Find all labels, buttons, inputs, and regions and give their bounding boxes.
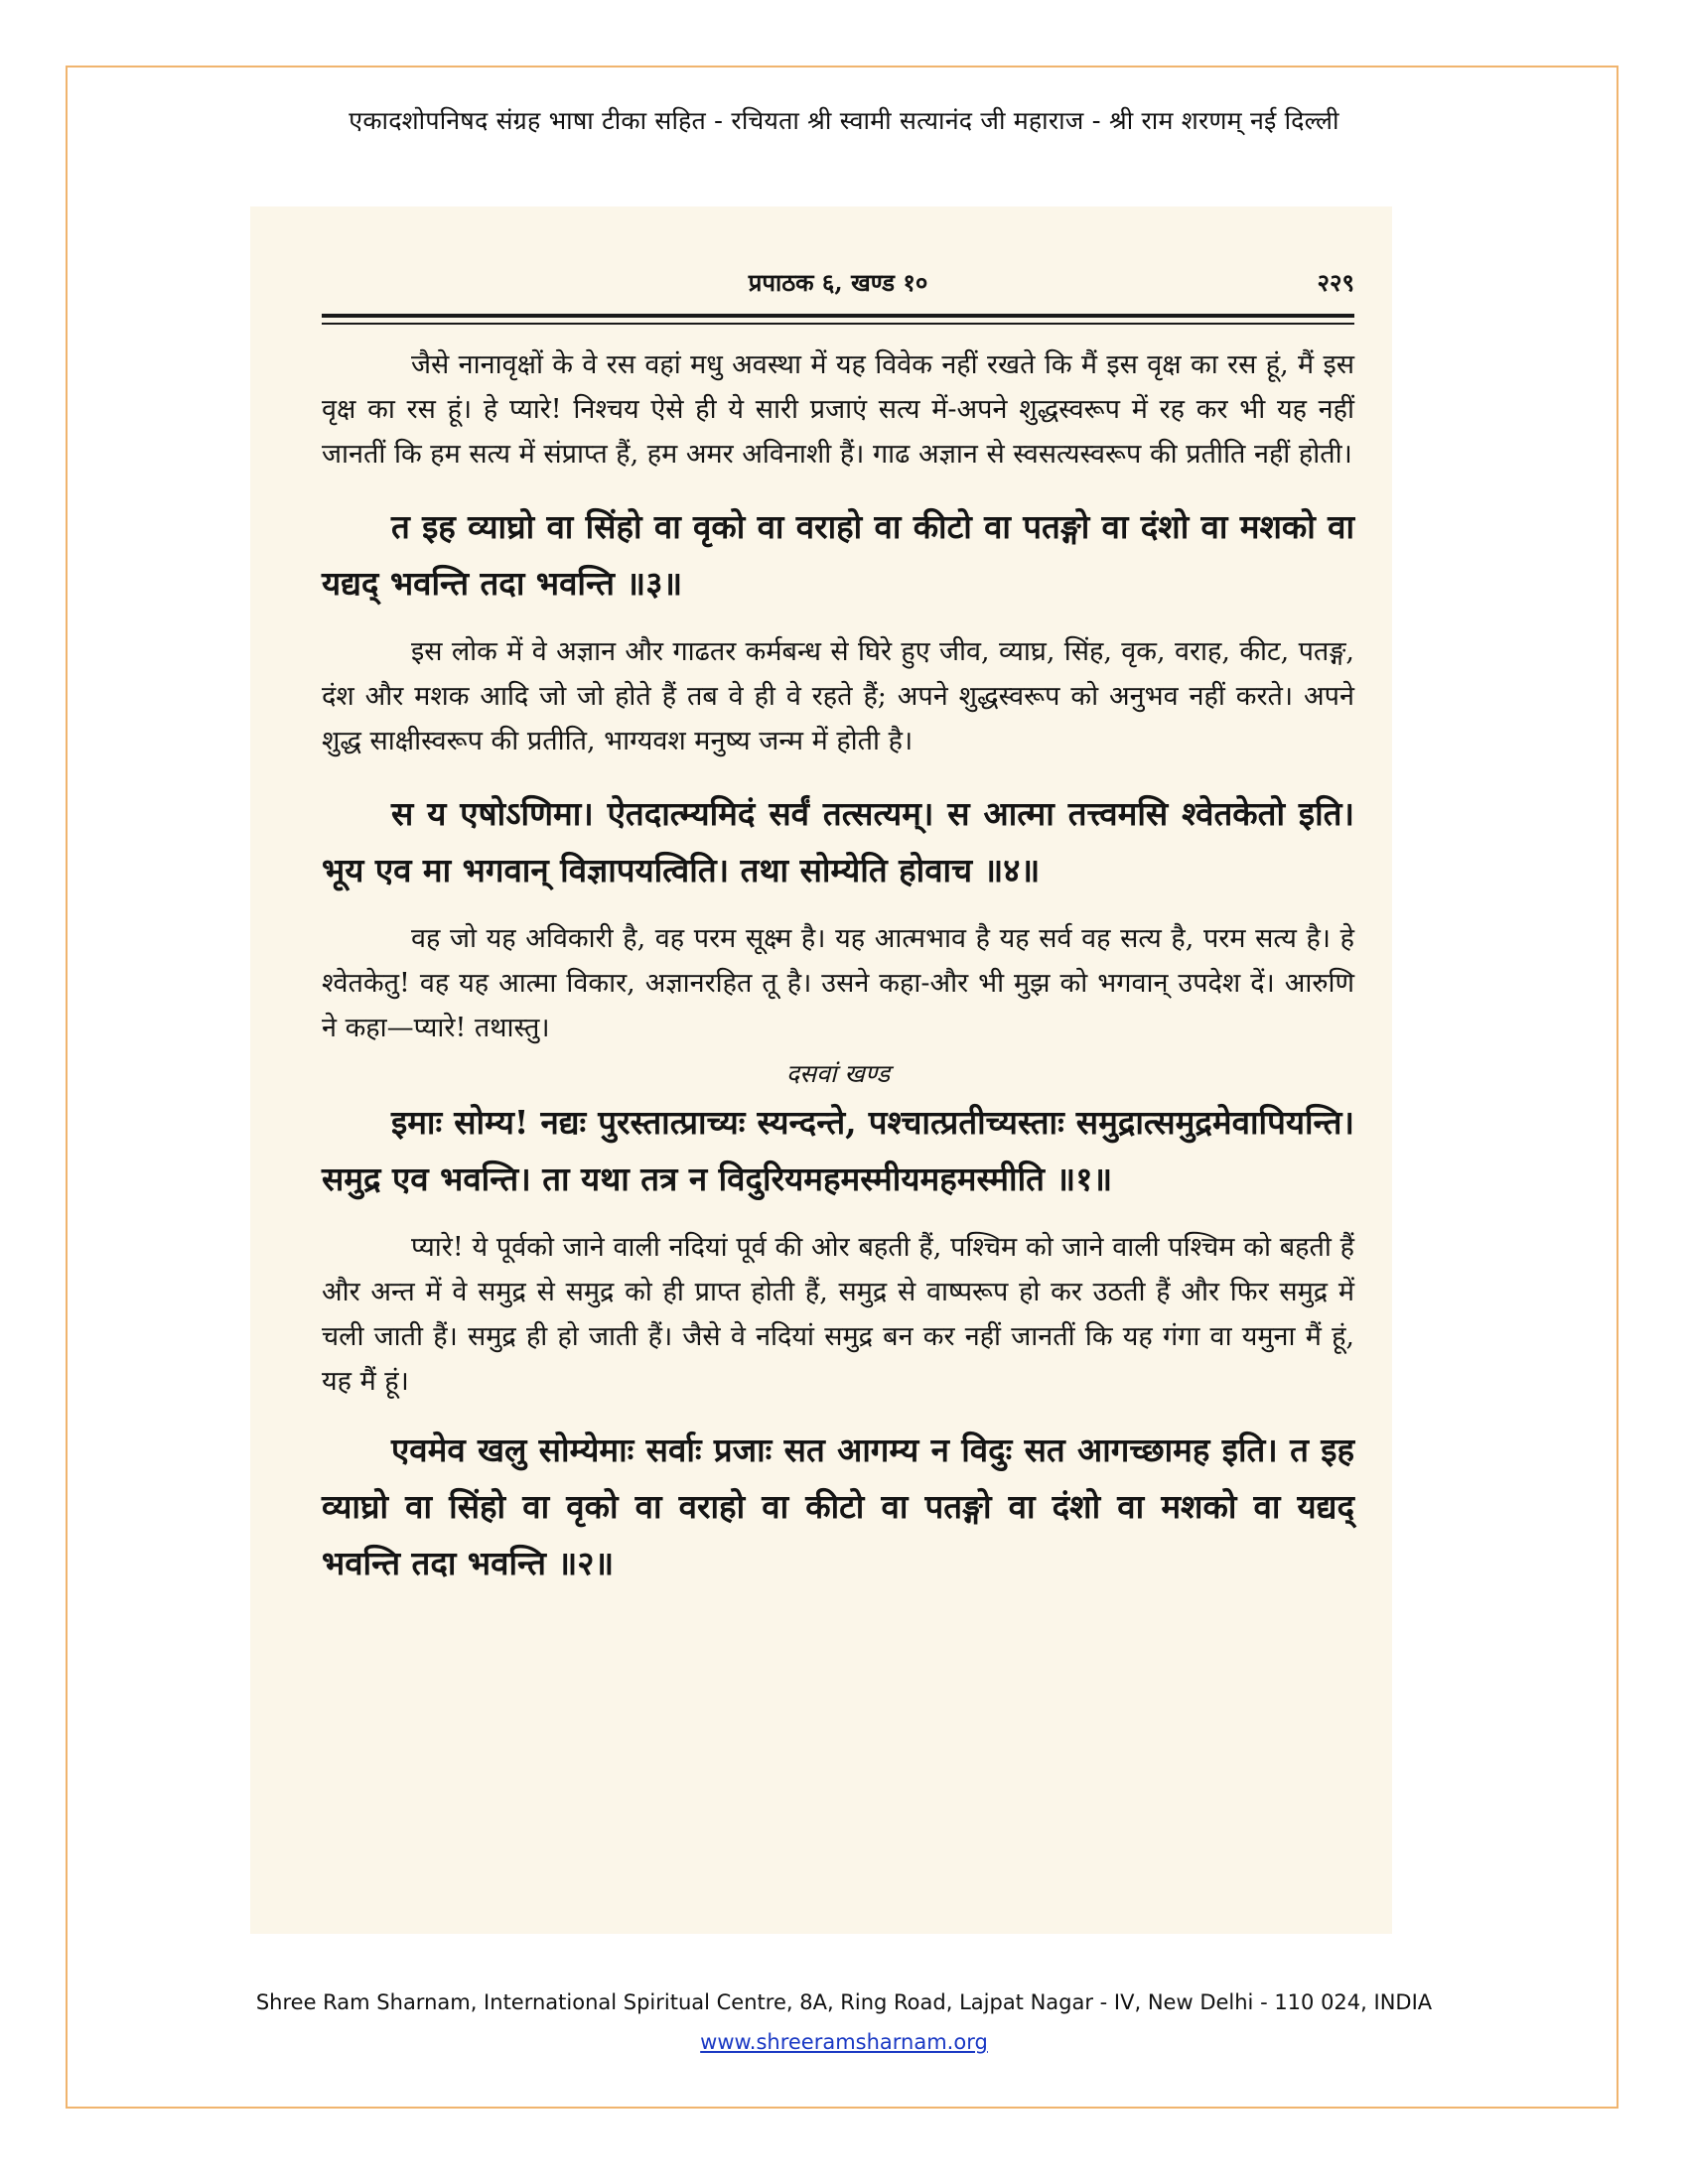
scanned-page-content — [322, 256, 1354, 1591]
verse-paragraph: त इह व्याघ्रो वा सिंहो वा वृको वा वराहो वा कीटो वा पतङ्गो वा दंशो वा मशको वा यद्यद् भवन्ति तदा भवन्ति ॥३॥ — [322, 507, 1354, 603]
document-header: एकादशोपनिषद संग्रह भाषा टीका सहित - रचियता श्री स्वामी सत्यानंद जी महाराज - श्री राम शरणम् नई दिल्ली — [349, 106, 1339, 135]
section-title: दसवां खण्ड — [785, 1059, 891, 1088]
commentary-paragraph: प्यारे! ये पूर्वको जाने वाली नदियां पूर्व की ओर बहती हैं, पश्चिम को जाने वाली पश्चिम को बहती हैं और अन्त में वे समुद्र से समुद्र को ही प्राप्त होती हैं, समुद्र से वाष्परूप हो कर उठती हैं और फिर समुद्र में चली जाती हैं। समुद्र ही हो जाती हैं। जैसे वे नदियां समुद्र बन कर नहीं जानतीं कि यह गंगा वा यमुना मैं हूं, यह मैं हूं। — [322, 1232, 1354, 1397]
verse-paragraph: स य एषोऽणिमा। ऐतदात्म्यमिदं सर्वं तत्सत्यम्। स आत्मा तत्त्वमसि श्वेतकेतो इति। भूय एव मा भगवान् विज्ञापयत्विति। तथा सोम्येति होवाच ॥४॥ — [322, 794, 1354, 889]
website-link[interactable]: www.shreeramsharnam.org — [700, 2030, 988, 2054]
footer-website — [0, 2030, 1688, 2054]
commentary-paragraph: वह जो यह अविकारी है, वह परम सूक्ष्म है। यह आत्मभाव है यह सर्व वह सत्य है, परम सत्य है। हे श्वेतकेतु! वह यह आत्मा विकार, अज्ञानरहित तू है। उसने कहा-और भी मुझ को भगवान् उपदेश दें। आरुणि ने कहा—प्यारे! तथास्तु। — [322, 923, 1354, 1043]
commentary-paragraph: इस लोक में वे अज्ञान और गाढतर कर्मबन्ध से घिरे हुए जीव, व्याघ्र, सिंह, वृक, वराह, कीट, पतङ्ग, दंश और मशक आदि जो जो होते हैं तब वे ही वे रहते हैं; अपने शुद्धस्वरूप को अनुभव नहीं करते। अपने शुद्ध साक्षीस्वरूप की प्रतीति, भाग्यवश मनुष्य जन्म में होती है। — [322, 636, 1354, 756]
footer-address: Shree Ram Sharnam, International Spiritual Centre, 8A, Ring Road, Lajpat Nagar - IV, New Delhi - 110 024, INDIA — [255, 1990, 1433, 2014]
scanned-page — [250, 206, 1392, 1934]
verse-paragraph: एवमेव खलु सोम्येमाः सर्वाः प्रजाः सत आगम्य न विदुः सत आगच्छामह इति। त इह व्याघ्रो वा सिंहो वा वृको वा वराहो वा कीटो वा पतङ्गो वा दंशो वा मशको वा यद्यद् भवन्ति तदा भवन्ति ॥२॥ — [322, 1431, 1354, 1582]
header-rule-thick — [322, 314, 1354, 318]
running-head-title: प्रपाठक ६, खण्ड १० — [748, 268, 928, 297]
page-number: २२९ — [1317, 268, 1354, 297]
verse-paragraph: इमाः सोम्य! नद्यः पुरस्तात्प्राच्यः स्यन्दन्ते, पश्चात्प्रतीच्यस्ताः समुद्रात्समुद्रमेवापियन्ति। समुद्र एव भवन्ति। ता यथा तत्र न विदुरियमहमस्मीयमहमस्मीति ॥१॥ — [322, 1103, 1354, 1198]
running-header — [322, 256, 1354, 306]
commentary-paragraph: जैसे नानावृक्षों के वे रस वहां मधु अवस्था में यह विवेक नहीं रखते कि मैं इस वृक्ष का रस हूं, मैं इस वृक्ष का रस हूं। हे प्यारे! निश्चय ऐसे ही ये सारी प्रजाएं सत्य में-अपने शुद्धस्वरूप में रह कर भी यह नहीं जानतीं कि हम सत्य में संप्राप्त हैं, हम अमर अविनाशी हैं। गाढ अज्ञान से स्वसत्यस्वरूप की प्रतीति नहीं होती। — [322, 349, 1354, 470]
